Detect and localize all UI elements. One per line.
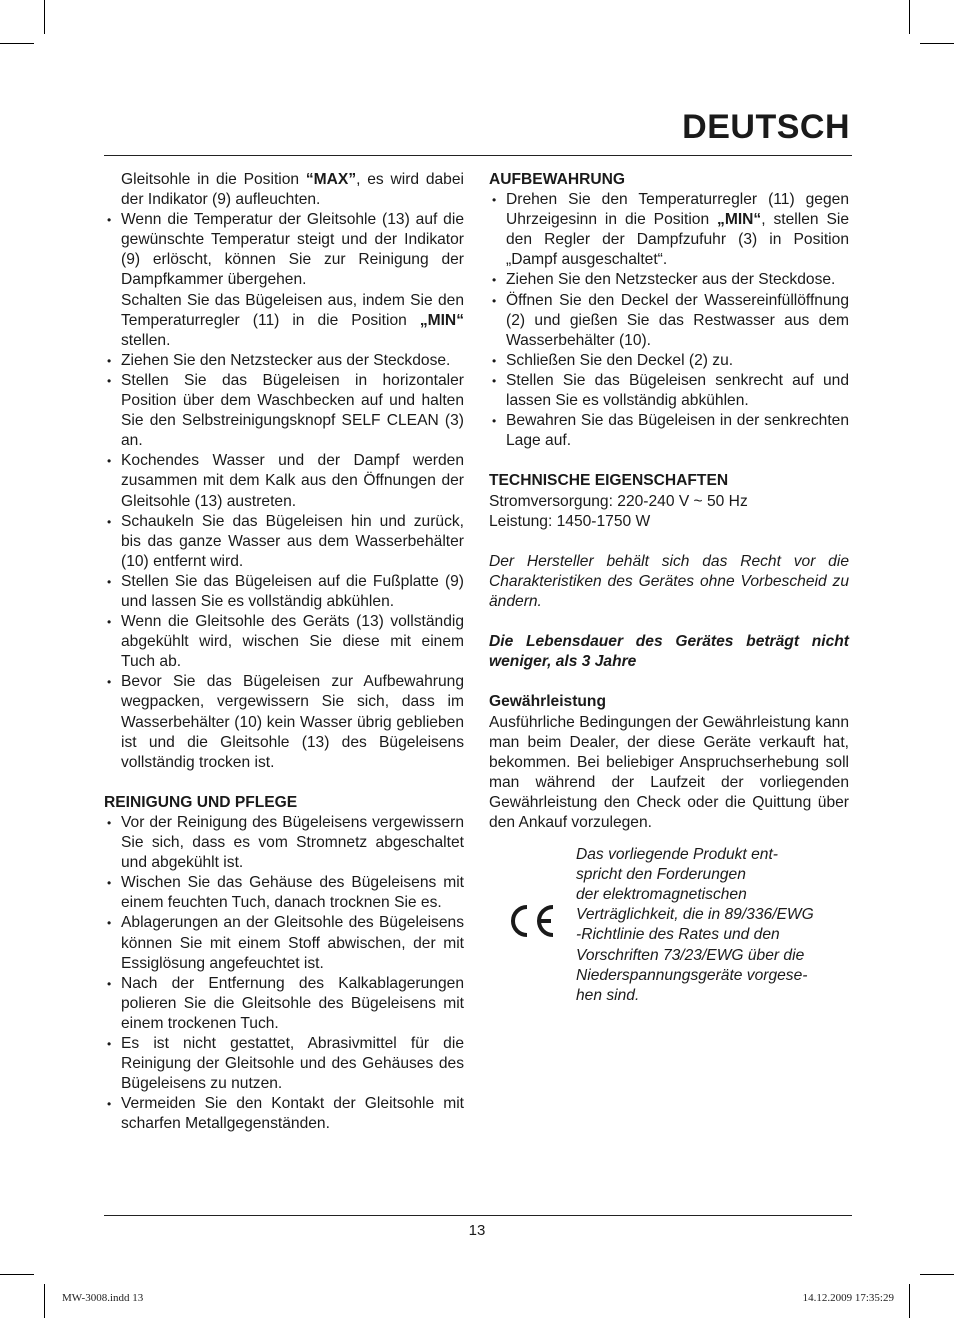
list-item-text: Wenn die Gleitsohle des Geräts (13) vollständig abgekühlt wird, wischen Sie diese mit einem Tuch ab. (121, 613, 464, 671)
ce-line: Vorschriften 73/23/EWG über die (576, 946, 805, 964)
list-item (489, 270, 849, 290)
bullet-icon: • (107, 574, 112, 589)
storage-text-rest: , stellen Sie den Regler der Dampfzufuhr (3) in Position „Dampf ausgeschaltet“. (506, 211, 849, 269)
ce-line: Niederspannungsgeräte vorgese- (576, 966, 808, 984)
ce-line: der elektromagnetischen (576, 886, 747, 904)
sub-text: Schalten Sie das Bügeleisen aus, indem Sie den Temperaturregler (11) in die Position (121, 291, 464, 329)
intro-bold: “MAX” (305, 171, 357, 188)
list-item-text: Kochendes Wasser und der Dampf werden zusammen mit dem Kalk aus den Öffnungen der Gleitsohle (13) austreten. (121, 452, 464, 510)
list-item (104, 572, 464, 612)
bullet-icon: • (492, 353, 497, 368)
bullet-icon: • (107, 454, 112, 469)
page-title: DEUTSCH (682, 108, 850, 146)
ce-line: Verträglichkeit, die in 89/336/EWG (576, 906, 814, 924)
list-item (489, 291, 849, 351)
bullet-icon: • (107, 675, 112, 690)
list-item (104, 451, 464, 511)
list-item (104, 1094, 464, 1134)
lifetime-notice: Die Lebensdauer des Gerätes beträgt nicht weniger, als 3 Jahre (489, 633, 849, 671)
bullet-icon: • (107, 876, 112, 891)
list-item (104, 672, 464, 772)
right-column (489, 170, 849, 1015)
storage-bullet-list (489, 190, 849, 451)
tech-power: Leistung: 1450-1750 W (489, 512, 651, 530)
bullet-icon: • (107, 976, 112, 991)
list-item-text: Wenn die Temperatur der Gleitsohle (13) auf die gewünschte Temperatur steigt und der Indikator (9) erlöscht, können Sie zur Reinigung der Dampfkammer übergehen. (121, 211, 464, 289)
list-item-text: Ziehen Sie den Netzstecker aus der Steckdose. (506, 271, 836, 289)
list-item (104, 1034, 464, 1094)
bullet-icon: • (492, 193, 497, 208)
ce-conformity-block (489, 845, 849, 1015)
list-item-text: Bevor Sie das Bügeleisen zur Aufbewahrung wegpacken, vergewissern Sie sich, dass im Wasserbehälter (10) kein Wasser übrig geblieben ist und die Gleitsohle (13) des Bügeleisens vollständig trocken ist. (121, 673, 464, 771)
list-item (104, 512, 464, 572)
list-item-text: Schließen Sie den Deckel (2) zu. (506, 351, 734, 369)
bullet-icon: • (107, 1037, 112, 1052)
bullet-icon: • (492, 414, 497, 429)
bullet-icon: • (107, 514, 112, 529)
slug-filename: MW-3008.indd 13 (62, 1292, 144, 1304)
list-item-text: Öffnen Sie den Deckel der Wassereinfüllöffnung (2) und gießen Sie das Restwasser aus dem Wasserbehälter (10). (506, 291, 849, 349)
bullet-icon: • (492, 293, 497, 308)
list-item (489, 190, 849, 270)
section-heading-warranty: Gewährleistung (489, 693, 606, 711)
list-item (104, 813, 464, 873)
left-column (104, 170, 464, 1135)
list-item-sub (121, 291, 464, 351)
storage-text: Drehen Sie den Temperaturregler (11) gegen Uhrzeigesinn in die Position (506, 191, 849, 229)
list-item (489, 371, 849, 411)
crop-mark (0, 43, 34, 44)
crop-mark (44, 1284, 45, 1318)
bullet-icon: • (107, 213, 112, 228)
warranty-text: Ausführliche Bedingungen der Gewährleistung kann man beim Dealer, der diese Geräte verkauft hat, bekommen. Bei beliebiger Anspruchserhebung soll man während der Laufzeit der vorliegenden Gewährleistung den Check oder die Quittung über den Ankauf vorzulegen. (489, 713, 849, 831)
list-item-text: Vermeiden Sie den Kontakt der Gleitsohle mit scharfen Metallgegenständen. (121, 1095, 464, 1133)
header-rule (104, 155, 852, 156)
bullet-icon: • (492, 373, 497, 388)
list-item-text: Ablagerungen an der Gleitsohle des Bügeleisens können Sie mit einem Stoff abwischen, der mit Essiglösung angefeuchtet ist. (121, 914, 464, 972)
crop-mark (0, 1274, 34, 1275)
crop-mark (920, 1274, 954, 1275)
cleaning-bullet-list (104, 813, 464, 1135)
page-number: 13 (468, 1222, 486, 1239)
list-item (104, 612, 464, 672)
disclaimer: Der Hersteller behält sich das Recht vor die Charakteristiken des Gerätes ohne Vorbescheid zu ändern. (489, 552, 849, 610)
intro-text: Gleitsohle in die Position (121, 171, 306, 188)
storage-bold: „MIN“ (717, 211, 762, 229)
slug-timestamp: 14.12.2009 17:35:29 (802, 1292, 894, 1304)
list-item-text: Nach der Entfernung des Kalkablagerungen polieren Sie die Gleitsohle des Bügeleisens mit einem trockenen Tuch. (121, 974, 464, 1032)
bullet-icon: • (107, 353, 112, 368)
ce-line: hen sind. (576, 986, 640, 1004)
list-item-text: Stellen Sie das Bügeleisen in horizontaler Position über dem Waschbecken auf und halten Sie den Selbstreinigungsknopf SELF CLEAN (3) an. (121, 371, 464, 450)
left-bullet-list (104, 210, 464, 773)
section-heading-cleaning: REINIGUNG UND PFLEGE (104, 793, 298, 811)
ce-statement (576, 845, 866, 1006)
list-item (104, 913, 464, 973)
bullet-icon: • (107, 1097, 112, 1112)
list-item (489, 351, 849, 371)
list-item-text: Vor der Reinigung des Bügeleisens vergewissern Sie sich, dass es vom Stromnetz abgeschaltet und abgekühlt ist. (121, 814, 464, 872)
crop-mark (909, 0, 910, 34)
crop-mark (909, 1284, 910, 1318)
list-item-text (506, 190, 849, 270)
crop-mark (920, 43, 954, 44)
list-item (104, 210, 464, 351)
tech-power-supply: Stromversorgung: 220-240 V ~ 50 Hz (489, 492, 748, 510)
list-item-text: Bewahren Sie das Bügeleisen in der senkrechten Lage auf. (506, 412, 849, 450)
section-heading-storage: AUFBEWAHRUNG (489, 171, 626, 188)
bullet-icon: • (492, 273, 497, 288)
list-item (104, 974, 464, 1034)
bullet-icon: • (107, 615, 112, 630)
list-item-text: Es ist nicht gestattet, Abrasivmittel für die Reinigung der Gleitsohle und des Gehäuses des Bügeleisens zu nutzen. (121, 1035, 464, 1093)
list-item-text: Wischen Sie das Gehäuse des Bügeleisens mit einem feuchten Tuch, danach trocknen Sie es. (121, 874, 464, 912)
bullet-icon: • (107, 816, 112, 830)
sub-rest: stellen. (121, 331, 171, 349)
list-item-text: Stellen Sie das Bügeleisen senkrecht auf und lassen Sie es vollständig abkühlen. (506, 371, 849, 410)
list-item (104, 371, 464, 451)
bullet-icon: • (107, 373, 112, 388)
bullet-icon: • (107, 916, 112, 931)
ce-mark-icon (507, 901, 563, 941)
ce-line: Das vorliegende Produkt ent- (576, 846, 778, 864)
list-item-text: Schaukeln Sie das Bügeleisen hin und zurück, bis das ganze Wasser aus dem Wasserbehälter (10) entfernt wird. (121, 512, 464, 570)
list-item-text: Ziehen Sie den Netzstecker aus der Steckdose. (121, 351, 451, 369)
list-item-text: Stellen Sie das Bügeleisen auf die Fußplatte (9) und lassen Sie es vollständig abkühlen. (121, 572, 464, 610)
sub-bold: „MIN“ (419, 311, 464, 329)
list-item (489, 411, 849, 451)
footer-rule (104, 1215, 852, 1216)
list-item (104, 873, 464, 913)
ce-line: -Richtlinie des Rates und den (576, 926, 780, 944)
section-heading-tech: TECHNISCHE EIGENSCHAFTEN (489, 472, 729, 490)
intro-rest: , es wird dabei der Indikator (9) aufleuchten. (121, 171, 464, 209)
list-item (104, 351, 464, 371)
intro-paragraph (104, 170, 464, 210)
ce-line: spricht den Forderungen (576, 866, 746, 884)
crop-mark (44, 0, 45, 34)
